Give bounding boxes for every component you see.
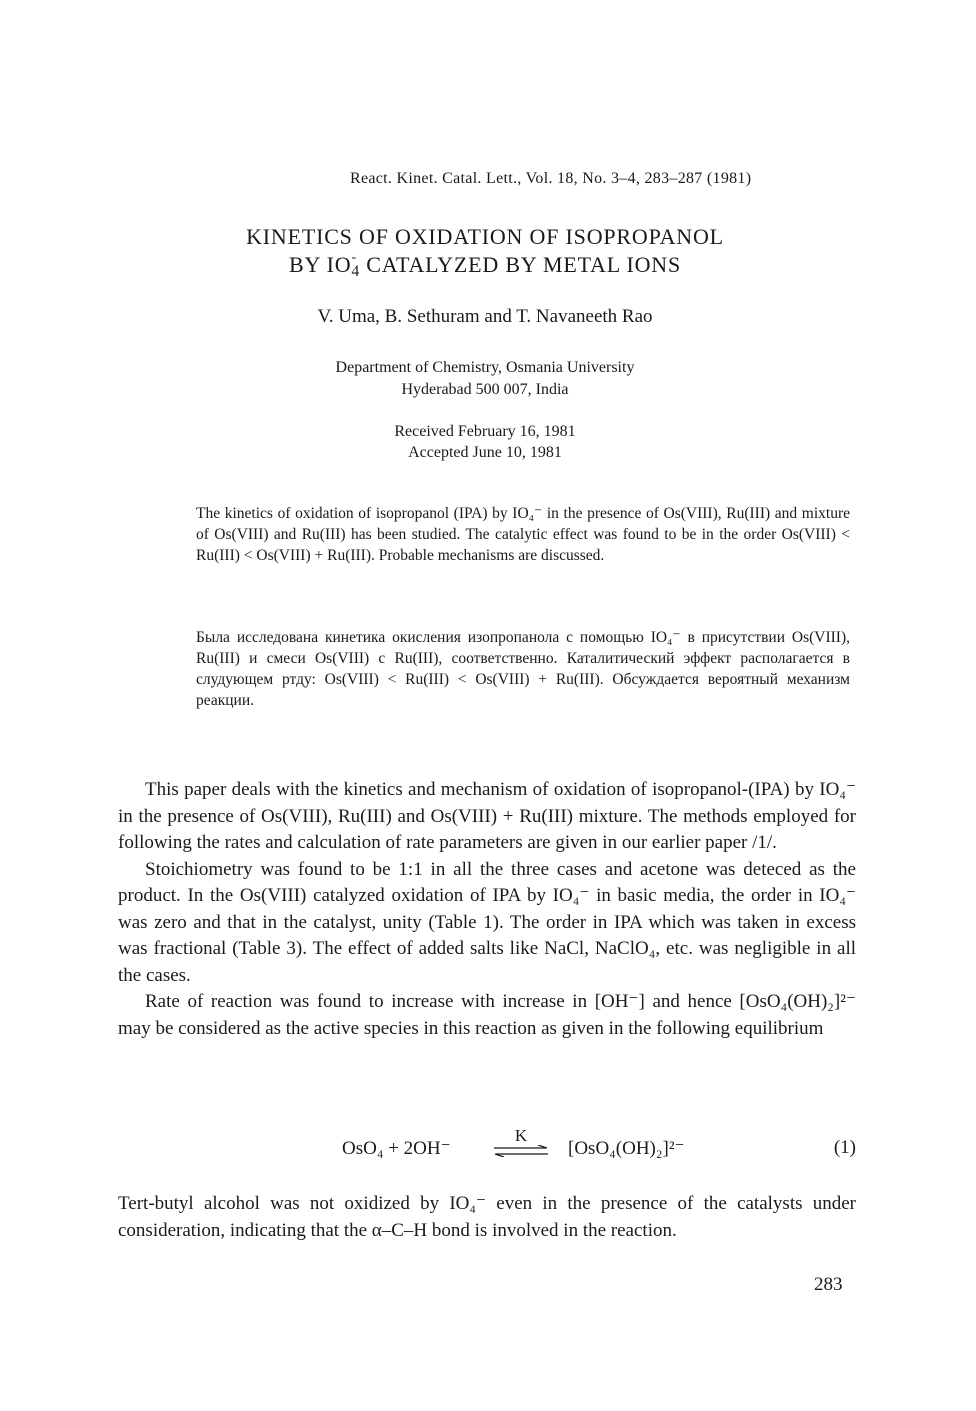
paragraph-3: Rate of reaction was found to increase with increase in [OH⁻] and hence [OsO₄(OH)₂]²⁻ may be considered as the active species in this reaction as given in the following equilibrium bbox=[118, 991, 856, 1039]
paragraph-4: Tert-butyl alcohol was not oxidized by IO₄⁻ even in the presence of the catalysts under consideration, indicating that the α–C–H bond is involved in the reaction. bbox=[118, 1193, 856, 1241]
periodate-ion-superscript: $_4$ - bbox=[351, 250, 360, 280]
equation-number: (1) bbox=[833, 1137, 856, 1158]
title-line-2: BY $IO_4$ - CATALYZED BY METAL IONS bbox=[288, 250, 681, 280]
authors: V. Uma, B. Sethuram and T. Navaneeth Rao bbox=[317, 306, 653, 327]
body-text-continued bbox=[118, 1191, 856, 1244]
equilibrium-arrows-icon bbox=[492, 1145, 550, 1157]
received-date: Received February 16, 1981 bbox=[394, 423, 576, 440]
journal-reference: React. Kinet. Catal. Lett., Vol. 18, No. 3–4, 283–287 (1981) bbox=[350, 170, 752, 187]
abstract-russian bbox=[196, 627, 850, 711]
affiliation-line-1: Department of Chemistry, Osmania University bbox=[335, 359, 635, 376]
abstract-english bbox=[196, 503, 850, 566]
equilibrium-constant: K bbox=[514, 1126, 528, 1145]
equilibrium-arrow bbox=[481, 1127, 561, 1157]
equation-lhs: OsO₄ + 2OH⁻ bbox=[342, 1138, 451, 1159]
title-line-1: KINETICS OF OXIDATION OF ISOPROPANOL bbox=[246, 224, 724, 249]
equation-1 bbox=[118, 1127, 856, 1167]
paragraph-2: Stoichiometry was found to be 1:1 in all the three cases and acetone was deteced as the product. In the Os(VIII) catalyzed oxidation of IPA by IO₄⁻ in basic media, the order in IO₄⁻ was zero and that in the catalyst, unity (Table 1). The order in IPA which was taken in excess was fractional (Table 3). The effect of added salts like NaCl, NaClO₄, etc. was negligible in all the cases. bbox=[118, 858, 856, 986]
paragraph-1: This paper deals with the kinetics and mechanism of oxidation of isopropanol-(IPA) by IO₄⁻ in the presence of Os(VIII), Ru(III) and Os(VIII) + Ru(III) mixture. The methods employed for following the rates and calculation of rate parameters are given in our earlier paper /1/. bbox=[118, 779, 856, 853]
accepted-date: Accepted June 10, 1981 bbox=[408, 444, 562, 461]
body-text bbox=[118, 777, 856, 1042]
page-number: 283 bbox=[814, 1274, 843, 1295]
abstract-russian-text: Была исследована кинетика окисления изопропанола с помощью IO₄⁻ в присутствии Os(VIII), Ru(III) и смеси Os(VIII) с Ru(III), соответственно. Каталитический эффект располагается в слудующем ртду: Os(VIII) < Ru(III) < Os(VIII) + Ru(III). Обсуждается вероятный механизм реакции. bbox=[196, 629, 850, 709]
equation-rhs: [OsO₄(OH)₂]²⁻ bbox=[568, 1138, 685, 1159]
affiliation-line-2: Hyderabad 500 007, India bbox=[401, 381, 569, 398]
abstract-english-text: The kinetics of oxidation of isopropanol (IPA) by IO₄⁻ in the presence of Os(VIII), Ru(III) and mixture of Os(VIII) and Ru(III) has been studied. The catalytic effect was found to be in the order Os(VIII) < Ru(III) < Os(VIII) + Ru(III). Probable mechanisms are discussed. bbox=[196, 505, 850, 564]
